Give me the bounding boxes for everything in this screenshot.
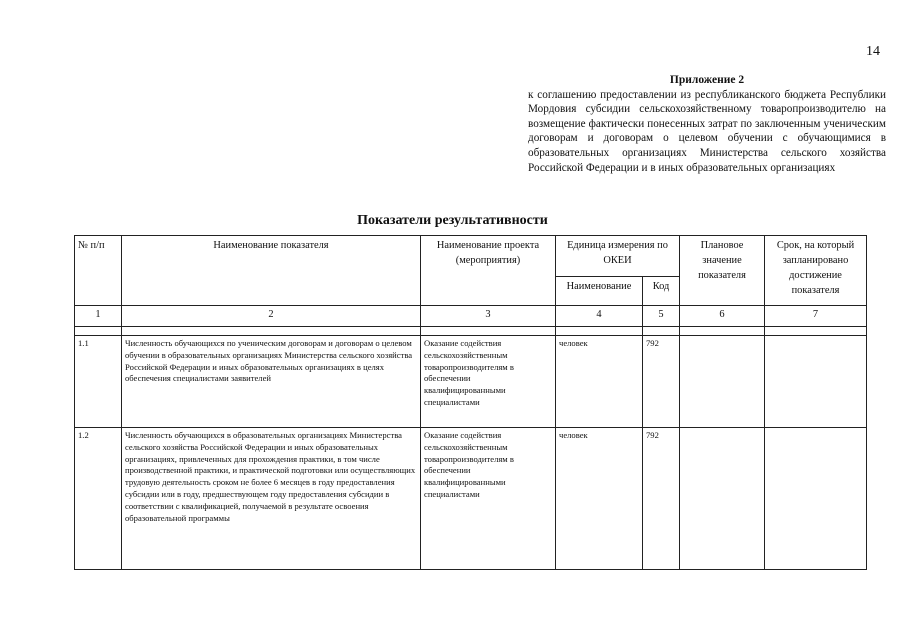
row-planned [680,336,765,428]
header-unit: Единица измерения по ОКЕИ [556,236,680,277]
header-planned: Плановое значение показателя [680,236,765,306]
row-num: 1.1 [75,336,122,428]
column-numbers-row [75,306,867,327]
row-deadline [765,336,867,428]
row-indicator: Численность обучающихся в образовательных организациях Министерства сельского хозяйства Российской Федерации и иных образовательных организациях, привлеченных для прохождения практики, в том числе производственной практики, и практической подготовки или осуществляющих трудовую деятельность сроком не более 6 месяцев в году предоставления субсидии или в году, предшествующем году предоставления субсидии в соответствии с квалификацией, получаемой в результате освоения образовательной программы [122,428,421,570]
header-num: № п/п [75,236,122,306]
appendix-title: Приложение 2 [669,74,745,86]
row-unit-code: 792 [643,336,680,428]
table-row [75,428,867,570]
column-number: 3 [421,306,556,327]
column-number: 4 [556,306,643,327]
header-unit-name: Наименование [556,277,643,306]
spacer-row [75,327,867,336]
column-number: 5 [643,306,680,327]
header-indicator: Наименование показателя [122,236,421,306]
row-unit-name: человек [556,336,643,428]
header-deadline: Срок, на который запланировано достижение показателя [765,236,867,306]
header-unit-code: Код [643,277,680,306]
column-number: 2 [122,306,421,327]
header-project: Наименование проекта (мероприятия) [421,236,556,306]
indicators-table [74,235,867,570]
row-num: 1.2 [75,428,122,570]
appendix-block [528,73,886,175]
row-project: Оказание содействия сельскохозяйственным товаропроизводителям в обеспечении квалифицированными специалистами [421,336,556,428]
row-deadline [765,428,867,570]
page-number: 14 [866,44,880,59]
row-unit-name: человек [556,428,643,570]
column-number: 7 [765,306,867,327]
document-title: Показатели результативности [357,213,548,228]
row-project: Оказание содействия сельскохозяйственным товаропроизводителям в обеспечении квалифицированными специалистами [421,428,556,570]
column-number: 6 [680,306,765,327]
row-unit-code: 792 [643,428,680,570]
column-number: 1 [75,306,122,327]
row-indicator: Численность обучающихся по ученическим договорам и договорам о целевом обучении в образовательных организациях Министерства сельского хозяйства Российской Федерации и иных образовательных организациях в целях обеспечения специалистами заявителей [122,336,421,428]
row-planned [680,428,765,570]
appendix-text: к соглашению предоставлении из республиканского бюджета Республики Мордовия субсидии сельскохозяйственному товаропроизводителю на возмещение фактически понесенных затрат по заключенным ученическим договорам и договорам о целевом обучении с обучающимися в образовательных организациях Министерства сельского хозяйства Российской Федерации и в иных образовательных организациях [528,88,886,174]
table-row [75,336,867,428]
